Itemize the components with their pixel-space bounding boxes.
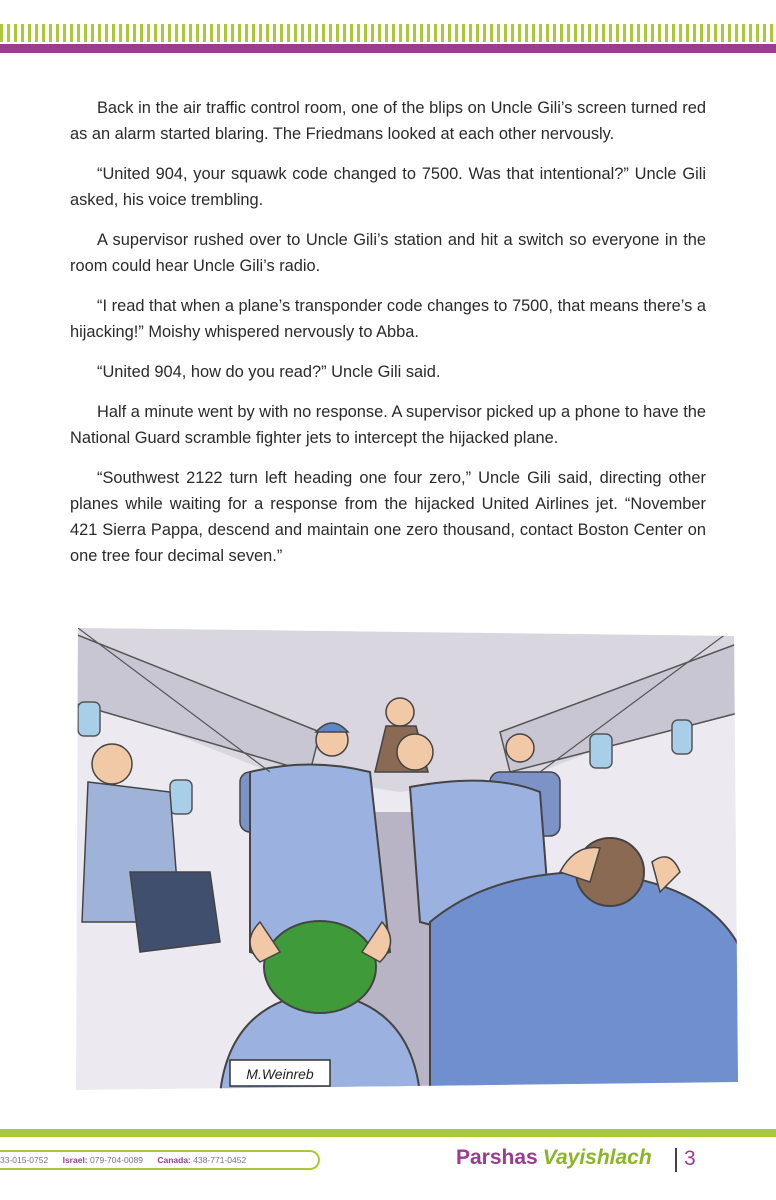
airplane-cabin-illustration [70,622,742,1094]
contact-phone-canada: Canada: 438-771-0452 [157,1155,247,1165]
footer-divider [675,1148,677,1172]
paragraph: “United 904, how do you read?” Uncle Gili said. [97,363,441,381]
paragraph: Half a minute went by with no response. A supervisor picked up a phone to have the National Guard scramble fighter jets to intercept the hijacked plane. [70,403,706,447]
paragraph: A supervisor rushed over to Uncle Gili’s station and hit a switch so everyone in the room could hear Uncle Gili’s radio. [70,231,706,275]
paragraph: “I read that when a plane’s transponder code changes to 7500, that means there’s a hijacking!” Moishy whispered nervously to Abba. [70,297,706,341]
contact-phone: 33-015-0752 [0,1155,49,1165]
contact-phone-bar [0,1150,320,1170]
paragraph: Back in the air traffic control room, one of the blips on Uncle Gili’s screen turned red as an alarm started blaring. The Friedmans looked at each other nervously. [70,99,706,143]
top-tick-border [0,24,776,42]
bottom-green-rule [0,1129,776,1137]
contact-phone-israel: Israel: 079-704-0089 [62,1155,143,1165]
page-number: 3 [684,1147,696,1170]
paragraph: “Southwest 2122 turn left heading one four zero,” Uncle Gili said, directing other planes while waiting for a response from the hijacked United Airlines jet. “November 421 Sierra Pappa, descend and maintain one zero thousand, contact Boston Center on one tree four decimal seven.” [70,469,706,565]
parsha-title-word2: Vayishlach [542,1146,652,1169]
top-purple-rule [0,44,776,53]
story-text [70,95,706,583]
artist-signature: M.Weinreb [246,1066,314,1082]
parsha-title-word1: Parshas [456,1146,538,1169]
paragraph: “United 904, your squawk code changed to 7500. Was that intentional?” Uncle Gili asked, his voice trembling. [70,165,706,209]
parsha-title [456,1146,652,1170]
